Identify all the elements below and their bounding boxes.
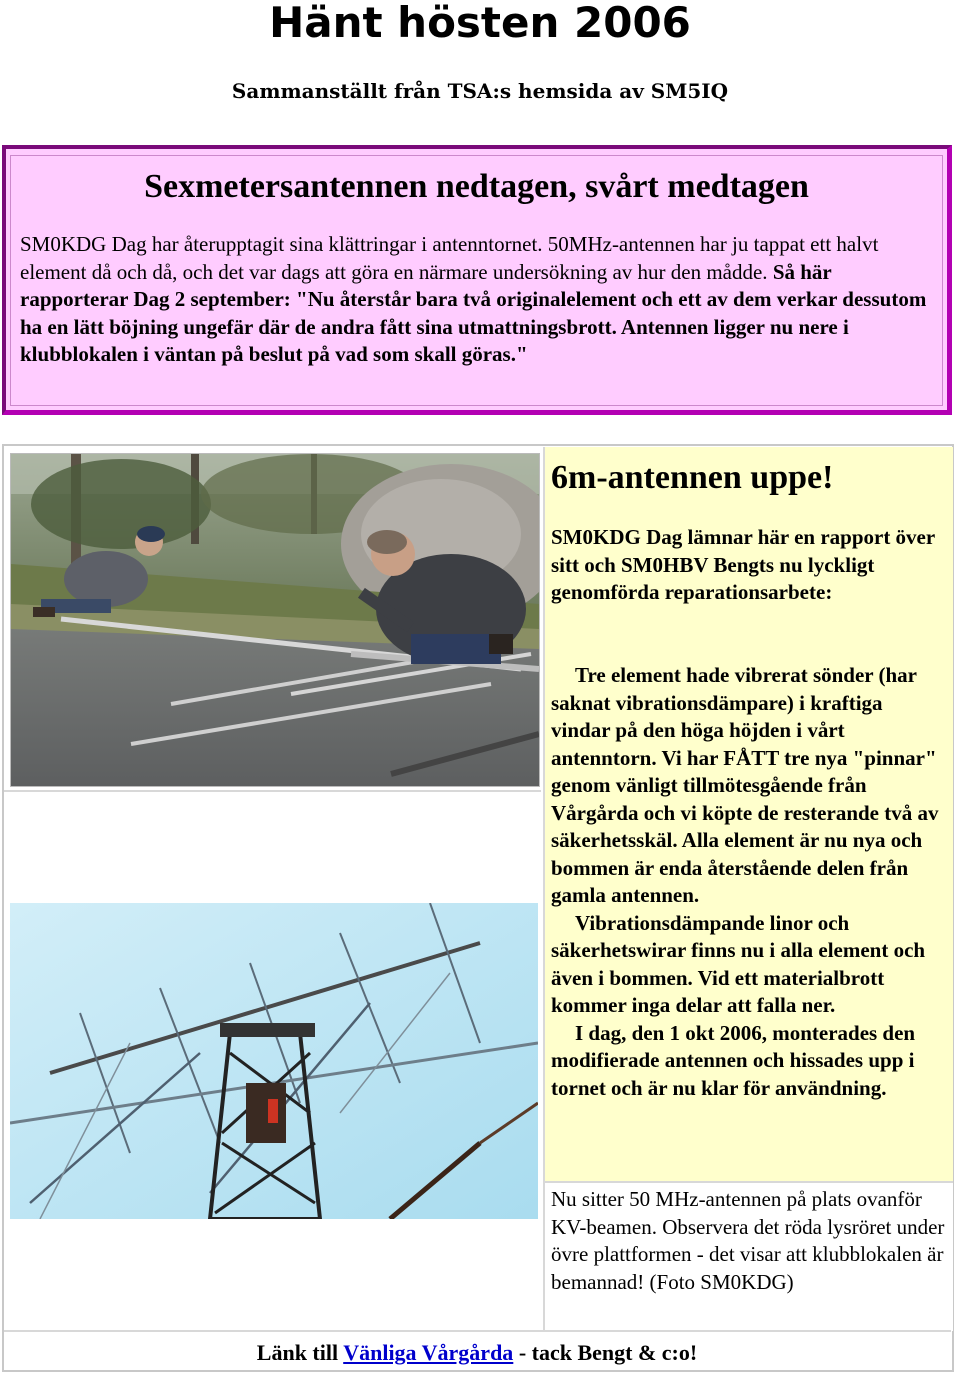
article-report <box>551 662 946 1102</box>
footer-suffix: - tack Bengt & c:o! <box>513 1340 698 1365</box>
vanliga-vargarda-link[interactable]: Vänliga Vårgårda <box>343 1340 514 1365</box>
notice-text-normal: SM0KDG Dag har återupptagit sina klättringar i antenntornet. 50MHz-antennen har ju tappat ett halvt element då och då, och det var dags att göra en närmare undersökning av hur den mådde. <box>20 232 879 284</box>
report-paragraph-1: Tre element hade vibrerat sönder (har saknat vibrationsdämpare) i kraftiga vindar på den höga höjden i vårt antenntorn. Vi har FÅTT tre nya "pinnar" genom vänligt tillmötesgående från Vårgårda och vi köpte de resterande två av säkerhetsskäl. Alla element är nu nya och bommen är enda återstående delen från gamla antennen. <box>551 663 939 907</box>
report-paragraph-3: I dag, den 1 okt 2006, monterades den modifierade antennen och hissades upp i tornet och är nu klar för användning. <box>551 1020 916 1100</box>
notice-body <box>20 231 940 369</box>
photo-antenna-tower-image <box>10 903 538 1219</box>
notice-box <box>2 145 952 415</box>
footer-line <box>0 1338 954 1368</box>
photo-caption: Nu sitter 50 MHz-antennen på plats ovanför KV-beamen. Observera det röda lysröret under övre plattformen - det visar att klubblokalen är bemannad! (Foto SM0KDG) <box>551 1187 945 1294</box>
notice-text-bold: Så här rapporterar Dag 2 september: "Nu återstår bara två originalelement och ett av dem verkar dessutom ha en lätt böjning ungefär där de andra fått sina utmattningsbrott. Antennen ligger nu nere i klubblokalen i väntan på beslut på vad som skall göras." <box>20 259 927 366</box>
footer-prefix: Länk till <box>256 1340 344 1365</box>
article-heading: 6m-antennen uppe! <box>551 459 834 496</box>
table-divider <box>4 790 541 796</box>
photo-antenna-tower <box>10 903 538 1219</box>
article-intro: SM0KDG Dag lämnar här en rapport över sitt och SM0HBV Bengts nu lyckligt genomförda reparationsarbete: <box>551 525 935 604</box>
photo-antenna-repair <box>10 453 540 787</box>
photo-antenna-repair-image <box>11 454 539 786</box>
notice-heading: Sexmetersantennen nedtagen, svårt medtagen <box>144 168 809 205</box>
page-subtitle: Sammanställt från TSA:s hemsida av SM5IQ <box>231 79 729 103</box>
report-paragraph-2: Vibrationsdämpande linor och säkerhetswirar finns nu i alla element och även i bommen. Vid ett materialbrott kommer inga delar att falla ner. <box>551 910 926 1017</box>
page-title: Hänt hösten 2006 <box>269 0 691 47</box>
